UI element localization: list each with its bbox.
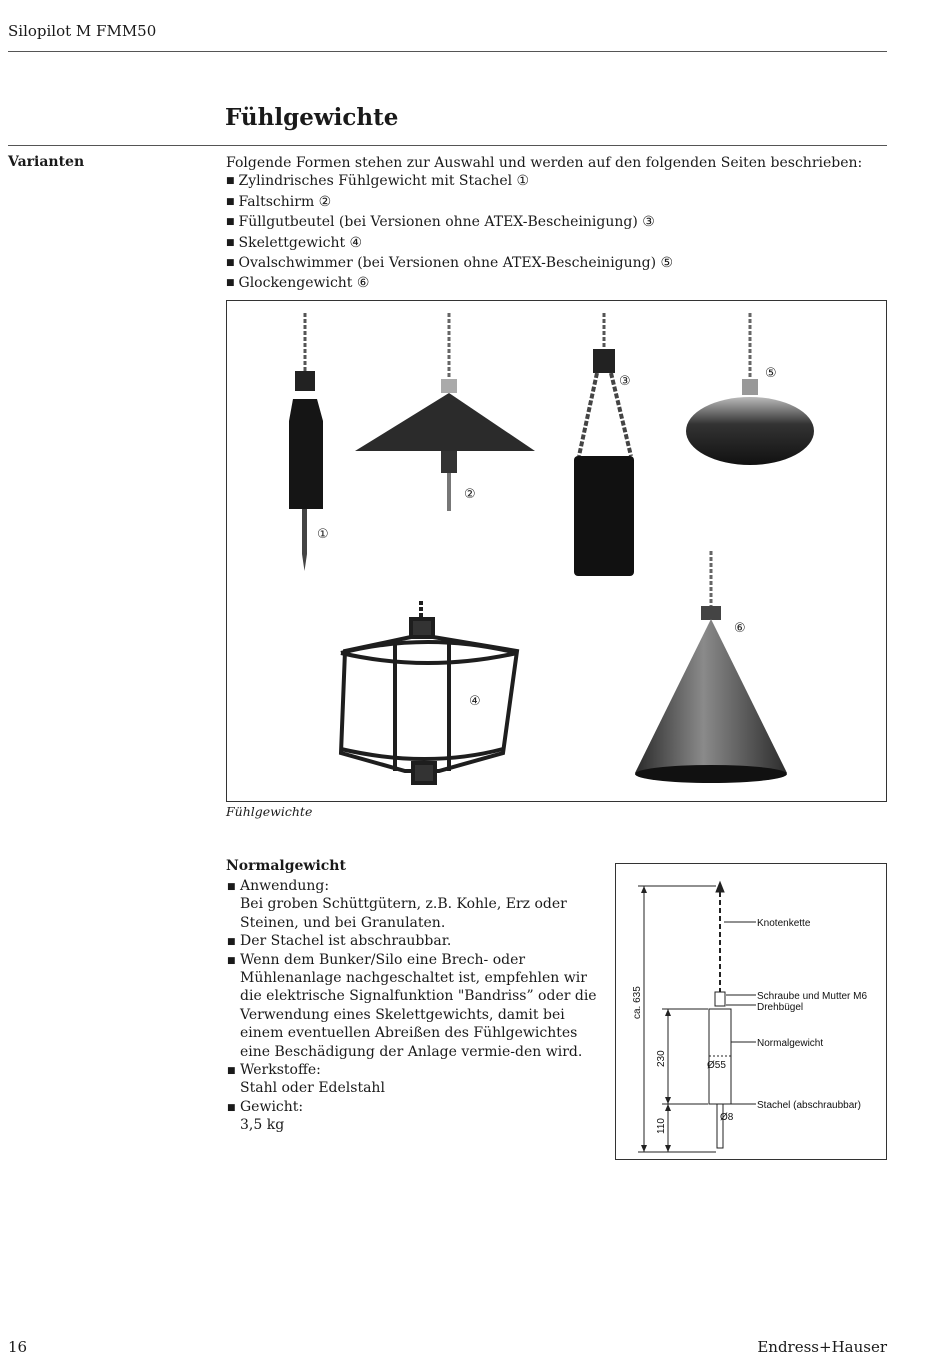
normal-weight-list bbox=[226, 877, 601, 1135]
list-item bbox=[226, 951, 601, 1061]
item-text: Bei groben Schüttgütern, z.B. Kohle, Erz oder Steinen, und bei Granulaten. bbox=[240, 896, 567, 931]
list-item: ■ Skelettgewicht ④ bbox=[226, 234, 866, 254]
item-label: Gewicht: bbox=[240, 1098, 304, 1115]
brand-name: Endress+Hauser bbox=[757, 1338, 887, 1356]
bag-weight-icon bbox=[574, 313, 634, 576]
side-label: Varianten bbox=[8, 154, 85, 170]
umbrella-weight-icon bbox=[355, 313, 535, 511]
section-divider bbox=[8, 145, 887, 146]
intro-block bbox=[226, 154, 866, 295]
normal-weight-title: Normalgewicht bbox=[226, 858, 346, 874]
list-item: ■ Ovalschwimmer (bei Versionen ohne ATEX-Bescheinigung) ⑤ bbox=[226, 254, 866, 274]
document-header-title: Silopilot M FMM50 bbox=[8, 22, 157, 40]
list-item: ■ Zylindrisches Fühlgewicht mit Stachel ① bbox=[226, 172, 866, 192]
page-number: 16 bbox=[8, 1338, 28, 1356]
technical-drawing bbox=[615, 863, 887, 1160]
list-item bbox=[226, 1098, 601, 1135]
marker-1: ① bbox=[317, 527, 329, 542]
dim-body-length: 230 bbox=[656, 1050, 667, 1067]
marker-2: ② bbox=[464, 487, 476, 502]
label-swivel: Drehbügel bbox=[757, 1002, 804, 1013]
item-label: Wenn dem Bunker/Silo eine Brech- oder Mühlenanlage nachgeschaltet ist, empfehlen wir die elektrische Signalfunktion "Bandriss” oder die Verwendung eines Skelettgewichts, damit bei einem eventuellen Abreißen des Fühlgewichtes eine Beschädigung der Anlage vermie-den wird. bbox=[240, 951, 597, 1060]
list-item: ■ Faltschirm ② bbox=[226, 193, 866, 213]
normal-weight-drawing bbox=[616, 864, 886, 1159]
list-item bbox=[226, 1061, 601, 1098]
dim-body-diameter: Ø55 bbox=[707, 1060, 726, 1071]
marker-4: ④ bbox=[469, 694, 481, 709]
item-label: Werkstoffe: bbox=[240, 1062, 321, 1079]
item-label: Der Stachel ist abschraubbar. bbox=[240, 933, 452, 950]
figure-caption: Fühlgewichte bbox=[226, 804, 313, 819]
label-screw: Schraube und Mutter M6 bbox=[757, 991, 868, 1002]
normal-weight-block bbox=[226, 877, 601, 1135]
weights-illustration bbox=[227, 301, 886, 801]
bell-weight-icon bbox=[635, 551, 787, 783]
intro-text: Folgende Formen stehen zur Auswahl und werden auf den folgenden Seiten beschrieben: bbox=[226, 155, 863, 171]
dim-spike-length: 110 bbox=[656, 1118, 667, 1134]
label-weight: Normalgewicht bbox=[757, 1038, 824, 1049]
skeleton-weight-icon bbox=[341, 601, 517, 783]
item-text: Stahl oder Edelstahl bbox=[240, 1080, 385, 1097]
item-text: 3,5 kg bbox=[240, 1117, 285, 1134]
label-spike: Stachel (abschraubbar) bbox=[757, 1100, 861, 1111]
list-item: ■ Füllgutbeutel (bei Versionen ohne ATEX-Bescheinigung) ③ bbox=[226, 213, 866, 233]
list-item: ■ Glockengewicht ⑥ bbox=[226, 274, 866, 294]
marker-6: ⑥ bbox=[734, 621, 746, 636]
variant-list bbox=[226, 172, 866, 294]
weights-figure bbox=[226, 300, 887, 802]
dim-total: ca. 635 bbox=[632, 986, 643, 1019]
header-divider bbox=[8, 51, 887, 52]
marker-3: ③ bbox=[619, 374, 631, 389]
dim-spike-diameter: Ø8 bbox=[720, 1112, 734, 1123]
oval-float-icon bbox=[686, 313, 814, 465]
list-item bbox=[226, 932, 601, 950]
list-item bbox=[226, 877, 601, 932]
marker-5: ⑤ bbox=[765, 366, 777, 381]
item-label: Anwendung: bbox=[240, 878, 330, 894]
section-title: Fühlgewichte bbox=[225, 104, 399, 131]
label-chain: Knotenkette bbox=[757, 918, 811, 929]
